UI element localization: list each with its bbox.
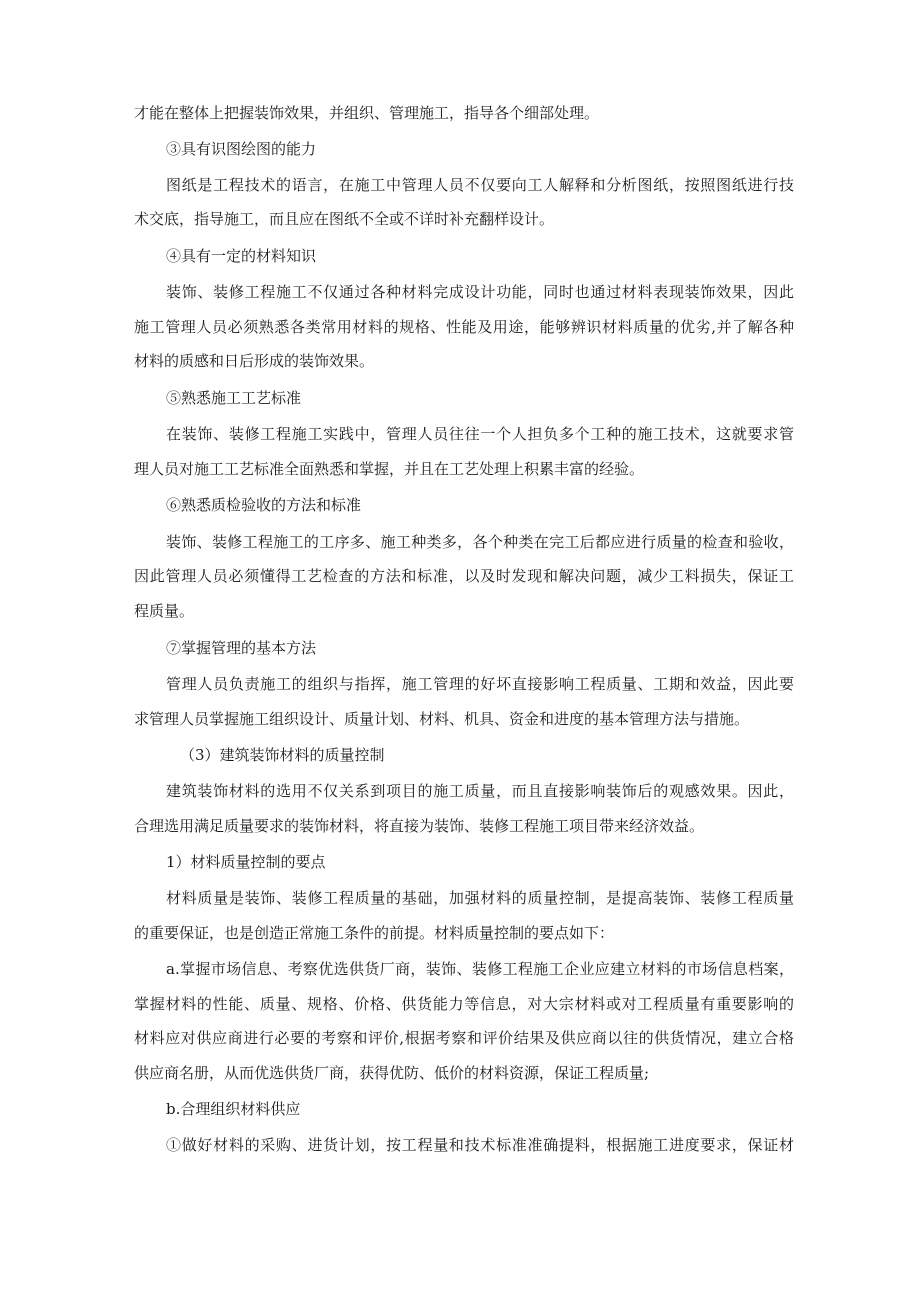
paragraph-line: 术交底，指导施工，而且应在图纸不全或不详时补充翻样设计。	[134, 210, 555, 228]
paragraph-line: ①做好材料的采购、进货计划，按工程量和技术标准准确提料，根据施工进度要求，保证材	[166, 1136, 794, 1154]
paragraph-line: 材料质量是装饰、装修工程质量的基础，加强材料的质量控制，是提高装饰、装修工程质量	[166, 889, 794, 907]
paragraph-line: 求管理人员掌握施工组织设计、质量计划、材料、机具、资金和进度的基本管理方法与措施。	[134, 710, 750, 728]
paragraph-line: 装饰、装修工程施工不仅通过各种材料完成设计功能，同时也通过材料表现装饰效果，因此	[166, 283, 794, 301]
paragraph-line: 理人员对施工工艺标准全面熟悉和掌握，并且在工艺处理上积累丰富的经验。	[134, 460, 645, 478]
item-heading: ⑦掌握管理的基本方法	[166, 639, 317, 657]
item-heading: b.合理组织材料供应	[166, 1100, 301, 1118]
paragraph-line: 的重要保证，也是创造正常施工条件的前提。材料质量控制的要点如下：	[134, 924, 615, 942]
item-heading: ④具有一定的材料知识	[166, 247, 317, 265]
paragraph-line: 程质量。	[134, 602, 195, 620]
paragraph-line: 图纸是工程技术的语言，在施工中管理人员不仅要向工人解释和分析图纸，按照图纸进行技	[166, 176, 794, 194]
paragraph-line: 施工管理人员必须熟悉各类常用材料的规格、性能及用途，能够辨识材料质量的优劣,并了解各种	[134, 318, 794, 336]
paragraph-line: a.掌握市场信息、考察优选供货厂商，装饰、装修工程施工企业应建立材料的市场信息档案，	[166, 960, 794, 978]
paragraph-line: 建筑装饰材料的选用不仅关系到项目的施工质量，而且直接影响装饰后的观感效果。因此，	[166, 782, 794, 800]
paragraph-line: 材料应对供应商进行必要的考察和评价,根据考察和评价结果及供应商以往的供货情况，建立合格	[134, 1029, 794, 1047]
paragraph-line: 供应商名册，从而优选供货厂商，获得优防、低价的材料资源，保证工程质量;	[134, 1064, 650, 1082]
paragraph-line: 材料的质感和日后形成的装饰效果。	[134, 352, 375, 370]
paragraph-line: 管理人员负责施工的组织与指挥，施工管理的好坏直接影响工程质量、工期和效益，因此要	[166, 675, 794, 693]
paragraph-line: 才能在整体上把握装饰效果，并组织、管理施工，指导各个细部处理。	[134, 104, 600, 122]
paragraph-line: 在装饰、装修工程施工实践中，管理人员往往一个人担负多个工种的施工技术，这就要求管	[166, 425, 794, 443]
item-heading: ⑤熟悉施工工艺标准	[166, 389, 302, 407]
section-heading: （3）建筑装饰材料的质量控制	[180, 746, 385, 764]
subsection-heading: 1）材料质量控制的要点	[166, 853, 326, 871]
paragraph-line: 因此管理人员必须懂得工艺检查的方法和标准，以及时发现和解决问题，减少工料损失，保证工	[134, 567, 794, 585]
item-heading: ③具有识图绘图的能力	[166, 140, 317, 158]
item-heading: ⑥熟悉质检验收的方法和标准	[166, 496, 362, 514]
paragraph-line: 合理选用满足质量要求的装饰材料，将直接为装饰、装修工程施工项目带来经济效益。	[134, 817, 705, 835]
paragraph-line: 装饰、装修工程施工的工序多、施工种类多，各个种类在完工后都应进行质量的检查和验收，	[166, 533, 794, 551]
paragraph-line: 掌握材料的性能、质量、规格、价格、供货能力等信息，对大宗材料或对工程质量有重要影响的	[134, 995, 794, 1013]
